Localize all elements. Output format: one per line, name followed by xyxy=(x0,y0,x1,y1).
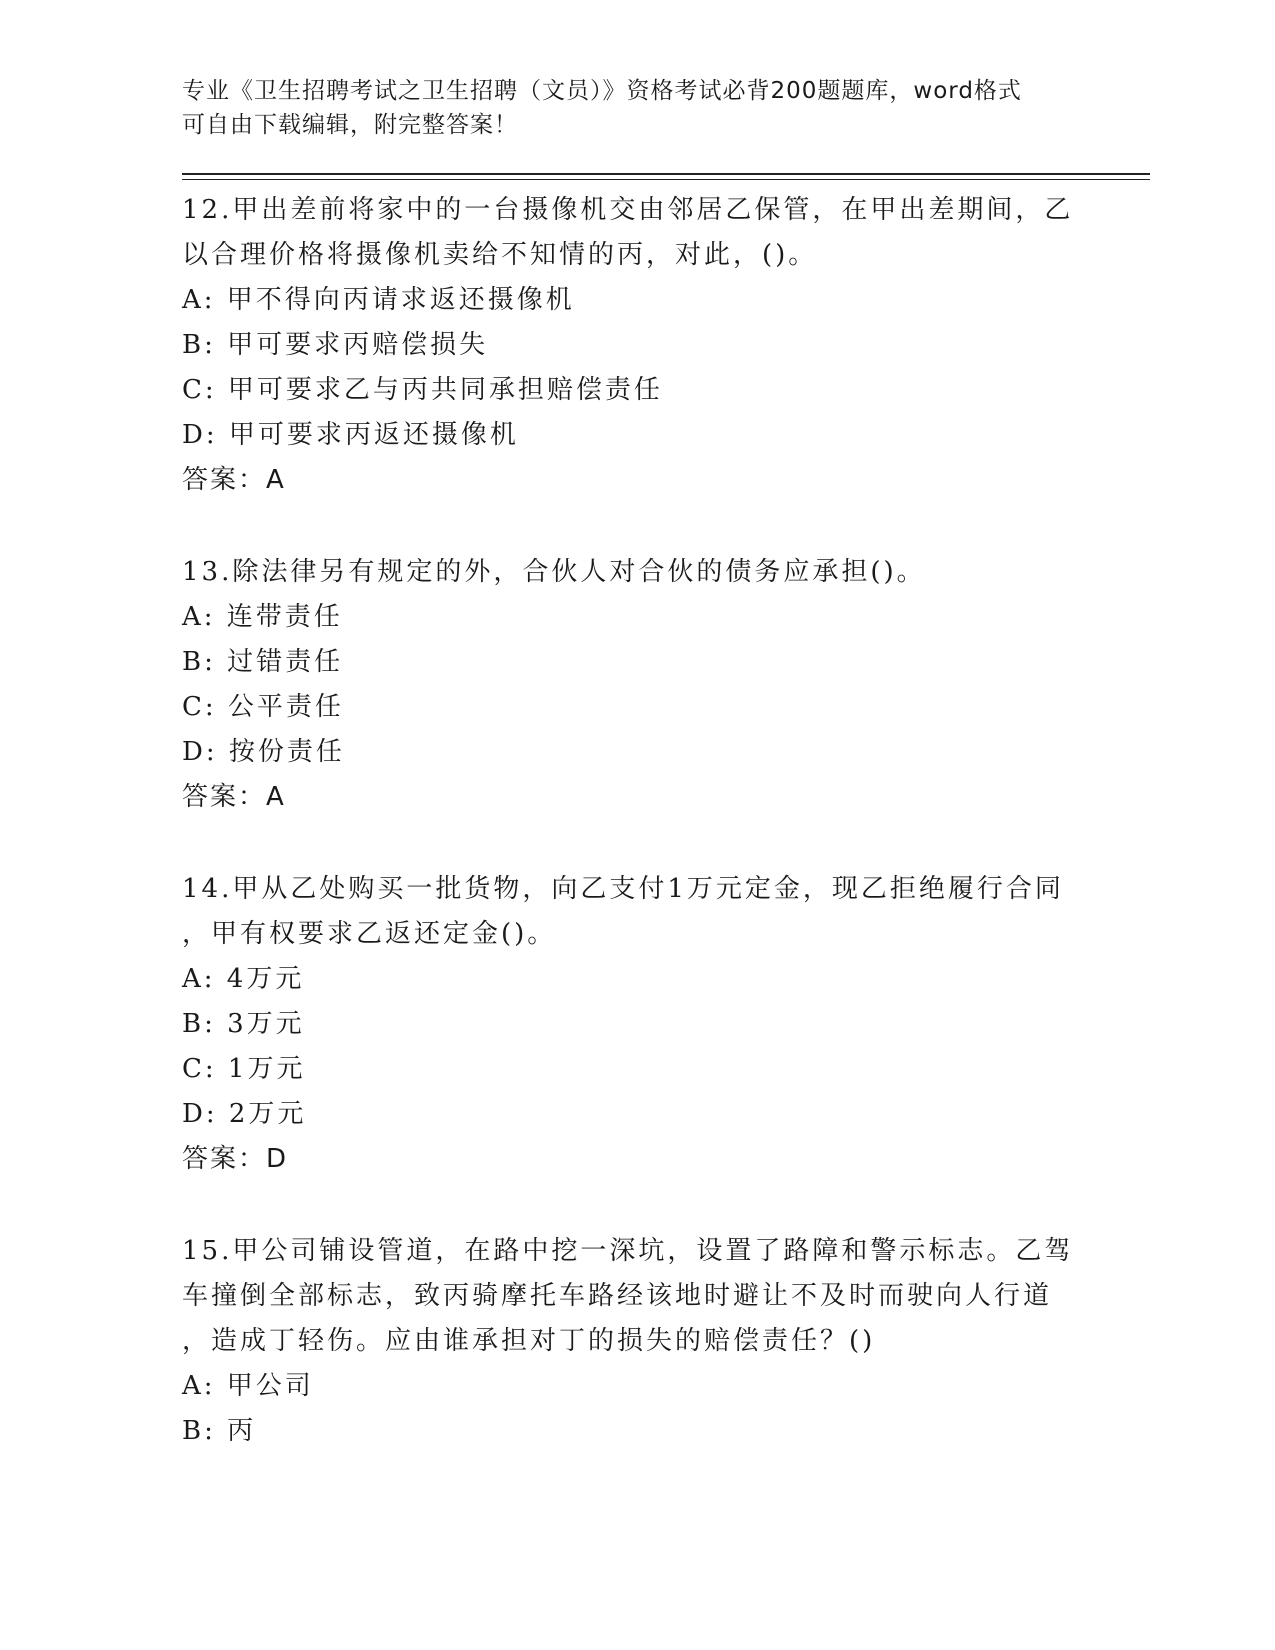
question-text-line: 14.甲从乙处购买一批货物，向乙支付1万元定金，现乙拒绝履行合同 xyxy=(182,874,1064,904)
question-text-line: ，甲有权要求乙返还定金()。 xyxy=(182,919,557,949)
header-line-2: 可自由下载编辑，附完整答案！ xyxy=(182,112,518,138)
question-14 xyxy=(182,867,1102,1182)
page-header xyxy=(182,74,1062,142)
option-b: B: 过错责任 xyxy=(182,647,344,677)
question-list xyxy=(182,188,1102,1501)
answer: 答案：A xyxy=(182,465,286,495)
question-text-line: 15.甲公司铺设管道，在路中挖一深坑，设置了路障和警示标志。乙驾 xyxy=(182,1236,1074,1266)
option-a: A: 甲公司 xyxy=(182,1371,314,1401)
option-a: A: 连带责任 xyxy=(182,602,343,632)
option-a: A: 4万元 xyxy=(182,964,305,994)
option-b: B: 丙 xyxy=(182,1416,257,1446)
option-b: B: 甲可要求丙赔偿损失 xyxy=(182,330,489,360)
question-13 xyxy=(182,550,1102,820)
option-d: D: 甲可要求丙返还摄像机 xyxy=(182,420,519,450)
question-15 xyxy=(182,1229,1102,1454)
option-b: B: 3万元 xyxy=(182,1009,305,1039)
option-a: A: 甲不得向丙请求返还摄像机 xyxy=(182,285,575,315)
header-line-1: 专业《卫生招聘考试之卫生招聘（文员）》资格考试必背200题题库，word格式 xyxy=(182,78,1022,104)
question-12 xyxy=(182,188,1102,503)
header-divider xyxy=(182,173,1150,175)
question-text-line: ，造成丁轻伤。应由谁承担对丁的损失的赔偿责任？() xyxy=(182,1326,876,1356)
option-c: C: 公平责任 xyxy=(182,692,344,722)
option-c: C: 甲可要求乙与丙共同承担赔偿责任 xyxy=(182,375,663,405)
option-c: C: 1万元 xyxy=(182,1054,306,1084)
header-divider-thin xyxy=(182,179,1150,180)
answer: 答案：A xyxy=(182,782,286,812)
option-d: D: 按份责任 xyxy=(182,737,345,767)
answer: 答案：D xyxy=(182,1144,289,1174)
question-text-line: 车撞倒全部标志，致丙骑摩托车路经该地时避让不及时而驶向人行道 xyxy=(182,1281,1053,1311)
question-text-line: 13.除法律另有规定的外，合伙人对合伙的债务应承担()。 xyxy=(182,557,926,587)
question-text-line: 12.甲出差前将家中的一台摄像机交由邻居乙保管，在甲出差期间，乙 xyxy=(182,195,1074,225)
question-text-line: 以合理价格将摄像机卖给不知情的丙，对此，()。 xyxy=(182,240,818,270)
option-d: D: 2万元 xyxy=(182,1099,307,1129)
